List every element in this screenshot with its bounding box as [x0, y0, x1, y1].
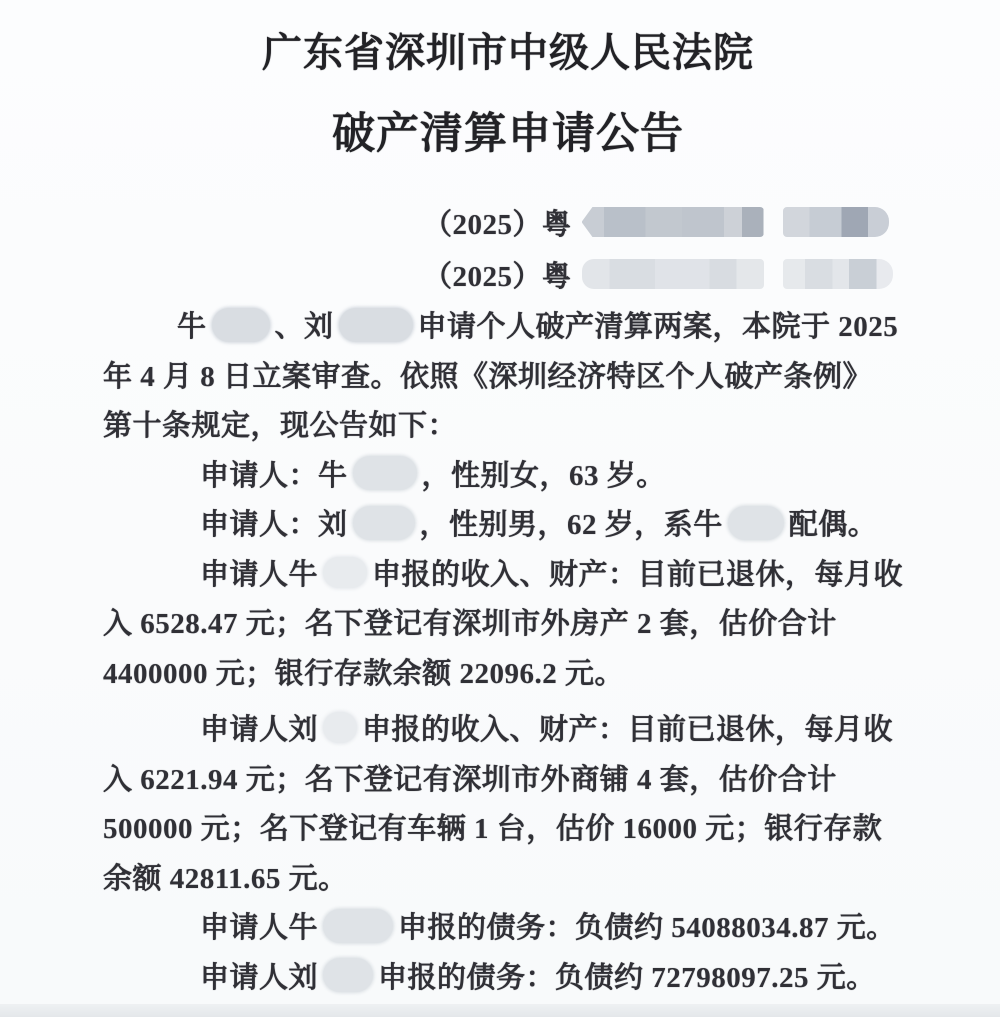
redaction-blur: [339, 308, 413, 342]
document-line: [103, 703, 1000, 753]
text-run: 年 4 月 8 日立案审查。依照《深圳经济特区个人破产条例》: [103, 360, 873, 393]
redaction-blur: [582, 259, 764, 289]
redaction-blur: [353, 506, 415, 540]
document-line: [103, 753, 1000, 803]
text-run: 申请人牛: [200, 558, 319, 591]
document-line: [103, 802, 1000, 852]
redaction-blur: [783, 259, 893, 289]
text-run: 申请人：牛: [200, 459, 348, 492]
redaction-blur: [323, 712, 357, 743]
document-line: [103, 951, 1000, 1001]
document-line: [103, 901, 1000, 951]
redaction-blur: [323, 909, 393, 943]
document-line: [103, 248, 1000, 300]
text-run: 配偶。: [788, 509, 878, 542]
text-run: 入 6528.47 元；名下登记有深圳市外房产 2 套，估价合计: [103, 608, 837, 641]
text-run: 第十条规定，现公告如下：: [103, 410, 458, 443]
document-line: [103, 449, 1000, 499]
text-run: 申请人刘: [200, 961, 319, 994]
text-run: 申请人刘: [200, 714, 319, 747]
court-name-title: 广东省深圳市中级人民法院: [262, 30, 754, 75]
document-line: [103, 647, 1000, 697]
text-run: 余额 42811.65 元。: [103, 862, 348, 895]
document-header: [0, 26, 1000, 162]
text-run: 申请人牛: [200, 912, 319, 945]
text-run: 申请人：刘: [200, 509, 348, 542]
text-run: ，性别男，62 岁，系牛: [419, 509, 723, 542]
redaction-blur: [353, 456, 417, 490]
document-line: [103, 597, 1000, 647]
redaction-blur: [212, 308, 270, 342]
text-run: 、刘: [274, 311, 334, 344]
text-run: 申报的债务：负债约 72798097.25 元。: [378, 961, 876, 994]
document-line: [103, 399, 1000, 449]
document-line: [103, 548, 1000, 598]
page-bottom-edge: [0, 1004, 1000, 1017]
document-line: [103, 350, 1000, 400]
document-line: [103, 498, 1000, 548]
document-body: [0, 196, 1000, 1000]
text-run: 入 6221.94 元；名下登记有深圳市外商铺 4 套，估价合计: [103, 763, 837, 796]
text-run: （2025）粤: [423, 260, 572, 293]
text-run: （2025）粤: [423, 208, 572, 241]
text-run: 申报的收入、财产：目前已退休，每月收: [362, 714, 894, 747]
document-line: [103, 196, 1000, 248]
redaction-blur: [783, 207, 889, 237]
redaction-blur: [728, 506, 784, 540]
redaction-blur: [323, 557, 367, 588]
text-run: 牛: [177, 311, 207, 344]
document-line: [103, 300, 1000, 350]
text-run: 申请个人破产清算两案，本院于 2025: [417, 311, 899, 344]
redaction-blur: [323, 958, 373, 992]
document-line: [103, 852, 1000, 902]
text-run: 500000 元；名下登记有车辆 1 台，估价 16000 元；银行存款: [103, 813, 883, 846]
redaction-blur: [582, 207, 764, 237]
text-run: 4400000 元；银行存款余额 22096.2 元。: [103, 657, 625, 690]
text-run: 申报的收入、财产：目前已退休，每月收: [372, 558, 904, 591]
document-title: 破产清算申请公告: [332, 111, 684, 158]
text-run: ，性别女，63 岁。: [421, 459, 666, 492]
text-run: 申报的债务：负债约 54088034.87 元。: [398, 912, 896, 945]
